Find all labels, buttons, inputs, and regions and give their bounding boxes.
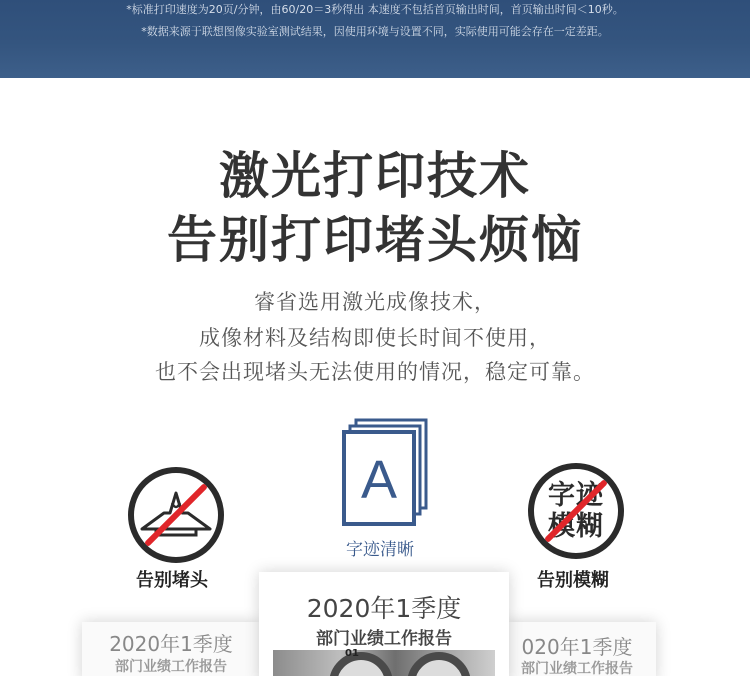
sample-report-left (82, 622, 260, 676)
prohibit-slash-icon (534, 469, 618, 553)
description-line-3: 也不会出现堵头无法使用的情况，稳定可靠。 (155, 360, 595, 384)
sample-left-year: 2020年1季度 (109, 632, 233, 656)
no-blur-label: 告别模糊 (537, 570, 609, 591)
sample-report-center (259, 572, 509, 676)
headline-line-2: 告别打印堵头烦恼 (167, 211, 583, 269)
description-line-2: 成像材料及结构即使长时间不使用， (199, 326, 551, 350)
sample-report-right (506, 622, 656, 676)
sample-center-subtitle: 部门业绩工作报告 (316, 629, 452, 649)
doc-letter: A (360, 450, 398, 510)
footnote-speed: *标准打印速度为20页/分钟，由60/20＝3秒得出 本速度不包括首页输出时间，首页输出时间＜10秒。 (126, 3, 624, 16)
sample-right-year: 020年1季度 (521, 635, 633, 659)
no-clog-badge-icon (128, 467, 224, 563)
no-clog-label: 告别堵头 (136, 570, 208, 591)
footnote-source: *数据来源于联想图像实验室测试结果，因使用环境与设置不同，实际使用可能会存在一定差距。 (141, 25, 609, 38)
sample-right-subtitle: 部门业绩工作报告 (521, 661, 633, 676)
no-blur-badge-icon (528, 463, 624, 559)
clear-text-label: 字迹清晰 (346, 540, 414, 560)
blur-badge-line-2: 模糊 (548, 511, 604, 542)
blur-badge-line-1: 字迹 (548, 480, 604, 511)
description-line-1: 睿省选用激光成像技术， (254, 290, 496, 314)
sample-center-year: 2020年1季度 (306, 594, 462, 623)
ring-chart-number: 01 (345, 648, 359, 659)
clogged-nozzle-icon (134, 473, 218, 557)
document-a-icon (342, 418, 430, 528)
top-banner (0, 0, 750, 78)
sample-left-subtitle: 部门业绩工作报告 (115, 659, 227, 675)
headline-line-1: 激光打印技术 (219, 147, 531, 205)
